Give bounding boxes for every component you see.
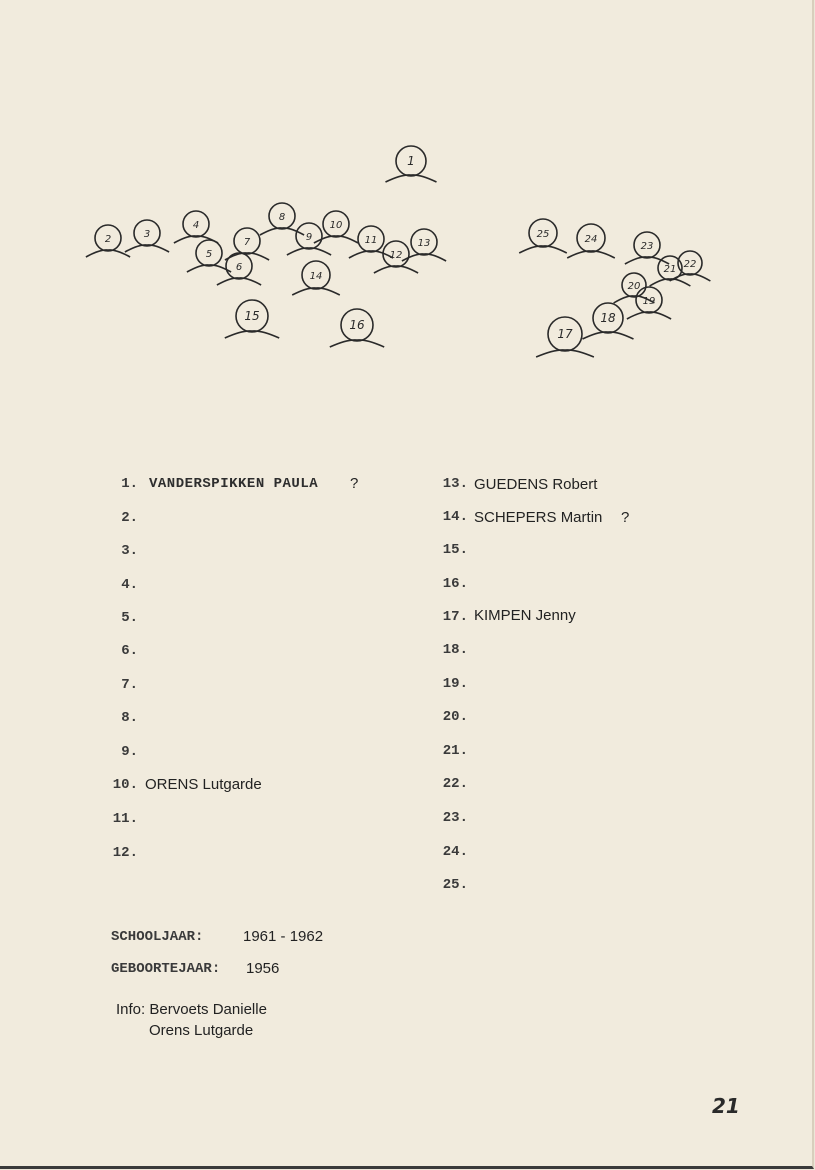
info-line-1: Info: Bervoets Danielle <box>116 1001 267 1018</box>
list-number: 17. <box>442 609 468 625</box>
schooljaar-value: 1961 - 1962 <box>243 928 324 945</box>
seat-number: 6 <box>235 262 243 273</box>
seat-number: 16 <box>349 318 365 332</box>
list-number: 19. <box>442 676 468 692</box>
list-name: GUEDENS Robert <box>474 476 598 493</box>
list-number: 18. <box>442 642 468 658</box>
seat-marker <box>567 224 615 258</box>
seat-number: 17 <box>557 327 573 341</box>
list-number: 9. <box>121 744 138 760</box>
seat-number: 1 <box>407 154 415 168</box>
list-number: 21. <box>442 743 468 759</box>
list-number: 25. <box>442 877 468 893</box>
list-number: 8. <box>121 710 138 726</box>
list-number: 3. <box>121 543 138 559</box>
list-name: ORENS Lutgarde <box>145 776 262 793</box>
seat-marker <box>330 309 384 347</box>
seat-marker <box>292 261 340 295</box>
seat-number: 18 <box>600 311 616 325</box>
list-number: 4. <box>121 577 138 593</box>
list-number: 24. <box>442 844 468 860</box>
seat-number: 20 <box>627 281 641 292</box>
seat-number: 13 <box>417 238 431 249</box>
list-number: 1. <box>121 476 138 492</box>
seat-marker <box>386 146 437 182</box>
seat-number: 19 <box>642 296 656 307</box>
seat-number: 23 <box>640 241 654 252</box>
seat-marker <box>519 219 567 253</box>
page-number: 21 <box>712 1094 740 1118</box>
seat-marker <box>225 300 279 338</box>
list-number: 22. <box>442 776 468 792</box>
schooljaar-label: SCHOOLJAAR: <box>111 929 204 945</box>
list-number: 2. <box>121 510 138 526</box>
seat-number: 8 <box>278 212 286 223</box>
seat-marker <box>125 220 169 252</box>
list-number: 5. <box>121 610 138 626</box>
list-name: KIMPEN Jenny <box>474 607 576 624</box>
list-number: 20. <box>442 709 468 725</box>
seat-marker <box>314 211 358 243</box>
info-line-2: Orens Lutgarde <box>149 1022 254 1039</box>
seat-number: 3 <box>143 229 151 240</box>
list-number: 23. <box>442 810 468 826</box>
list-note: ? <box>350 475 359 492</box>
list-number: 11. <box>112 811 138 827</box>
list-number: 13. <box>442 476 468 492</box>
list-number: 6. <box>121 643 138 659</box>
geboortejaar-label: GEBOORTEJAAR: <box>111 961 221 977</box>
seat-marker <box>187 240 231 272</box>
list-number: 16. <box>442 576 468 592</box>
list-number: 14. <box>442 509 468 525</box>
class-photo-seating-diagram <box>0 0 815 400</box>
list-number: 15. <box>442 542 468 558</box>
list-note: ? <box>621 509 630 526</box>
seat-number: 7 <box>243 237 251 248</box>
list-number: 12. <box>112 845 138 861</box>
seat-number: 4 <box>192 220 200 231</box>
seat-number: 5 <box>205 249 213 260</box>
geboortejaar-value: 1956 <box>246 960 280 977</box>
seat-marker <box>583 303 634 339</box>
seat-number: 25 <box>536 229 550 240</box>
seat-number: 11 <box>364 235 378 246</box>
seat-marker <box>174 211 218 243</box>
seat-marker <box>86 225 130 257</box>
seat-number: 24 <box>584 234 598 245</box>
seat-number: 2 <box>104 234 112 245</box>
list-name: VANDERSPIKKEN PAULA <box>149 476 319 492</box>
seat-number: 10 <box>329 220 343 231</box>
list-number: 10. <box>112 777 138 793</box>
list-name: SCHEPERS Martin <box>474 509 603 526</box>
list-number: 7. <box>121 677 138 693</box>
seat-number: 21 <box>663 264 677 275</box>
seat-number: 22 <box>683 259 697 270</box>
seat-number: 9 <box>305 232 313 243</box>
seat-number: 15 <box>244 309 260 323</box>
seat-number: 14 <box>309 271 323 282</box>
seat-marker <box>287 223 331 255</box>
seat-number: 12 <box>389 250 403 261</box>
